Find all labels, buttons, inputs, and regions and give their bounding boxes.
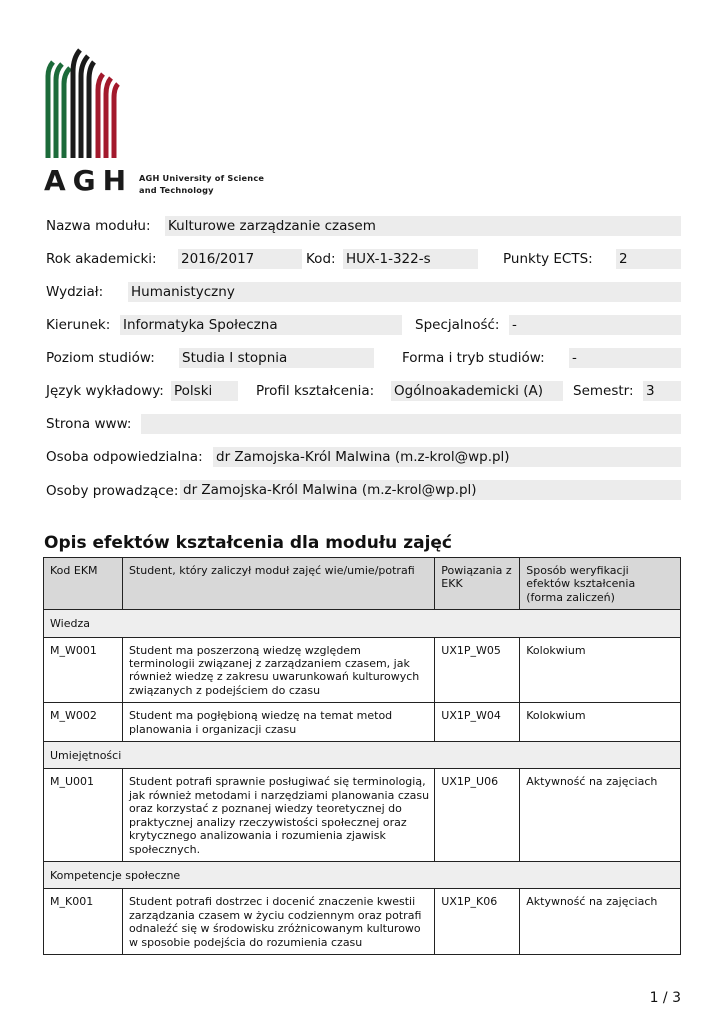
cell-verification: Aktywność na zajęciach [520, 889, 681, 955]
cell-kod: M_W002 [44, 703, 123, 742]
strona-value [141, 414, 681, 434]
kod-value: HUX-1-322-s [343, 249, 478, 269]
group-title-umiejetnosci: Umiejętności [44, 742, 681, 769]
group-title-kompetencje: Kompetencje społeczne [44, 861, 681, 888]
cell-kod: M_U001 [44, 769, 123, 861]
ects-value: 2 [616, 249, 681, 269]
cell-verification: Kolokwium [520, 703, 681, 742]
logo-wordmark: AGH [44, 164, 134, 197]
jezyk-label: Język wykładowy: [46, 383, 164, 399]
cell-kod: M_K001 [44, 889, 123, 955]
semestr-label: Semestr: [573, 383, 634, 399]
table-group-row [44, 861, 681, 888]
rok-value: 2016/2017 [178, 249, 302, 269]
group-title-wiedza: Wiedza [44, 610, 681, 637]
profil-value: Ogólnoakademicki (A) [391, 381, 563, 401]
cell-outcome: Student ma pogłębioną wiedzę na temat metod planowania i organizacji czasu [122, 703, 434, 742]
forma-label: Forma i tryb studiów: [402, 350, 545, 366]
jezyk-value: Polski [171, 381, 238, 401]
prowadzacy-value: dr Zamojska-Król Malwina (m.z-krol@wp.pl) [180, 480, 681, 500]
cell-ekk: UX1P_W04 [435, 703, 520, 742]
logo-university-line-1: AGH University of Science [139, 173, 265, 183]
table-group-row [44, 610, 681, 637]
forma-value: - [569, 348, 681, 368]
cell-ekk: UX1P_W05 [435, 637, 520, 703]
kierunek-value: Informatyka Społeczna [120, 315, 402, 335]
page-indicator: 1 / 3 [649, 990, 681, 1006]
agh-logo [44, 46, 274, 196]
specjalnosc-label: Specjalność: [415, 317, 500, 333]
nazwa-value: Kulturowe zarządzanie czasem [165, 216, 681, 236]
section-title: Opis efektów kształcenia dla modułu zajęć [44, 533, 453, 553]
table-row [44, 637, 681, 703]
logo-university-name [139, 172, 264, 196]
table-header-row [44, 558, 681, 610]
header-powiazania: Powiązania z EKK [435, 558, 520, 610]
semestr-value: 3 [643, 381, 681, 401]
table-row [44, 889, 681, 955]
rok-label: Rok akademicki: [46, 251, 157, 267]
osoba-label: Osoba odpowiedzialna: [46, 449, 203, 465]
table-group-row [44, 742, 681, 769]
cell-outcome: Student potrafi sprawnie posługiwać się terminologią, jak również metodami i narzędziami planowania czasu oraz korzystać z poznanej wiedzy teoretycznej do praktycznej analizy rzeczywistości społecznej oraz krytycznego analizowania i rozumienia zjawisk społecznych. [122, 769, 434, 861]
osoba-value: dr Zamojska-Król Malwina (m.z-krol@wp.pl) [213, 447, 681, 467]
cell-kod: M_W001 [44, 637, 123, 703]
poziom-label: Poziom studiów: [46, 350, 155, 366]
cell-ekk: UX1P_K06 [435, 889, 520, 955]
prowadzacy-label: Osoby prowadzące: [46, 483, 179, 499]
wydzial-label: Wydział: [46, 284, 104, 300]
nazwa-label: Nazwa modułu: [46, 218, 151, 234]
specjalnosc-value: - [509, 315, 681, 335]
cell-outcome: Student ma poszerzoną wiedzę względem terminologii związanej z zarządzaniem czasem, jak również wiedzę z zakresu uwarunkowań kulturowych związanych z podejściem do czasu [122, 637, 434, 703]
header-student-outcome: Student, który zaliczył moduł zajęć wie/umie/potrafi [122, 558, 434, 610]
cell-ekk: UX1P_U06 [435, 769, 520, 861]
kod-label: Kod: [306, 251, 336, 267]
header-weryfikacja: Sposób weryfikacji efektów kształcenia (forma zaliczeń) [520, 558, 681, 610]
cell-outcome: Student potrafi dostrzec i docenić znaczenie kwestii zarządzania czasem w życiu codziennym oraz potrafi odnaleźć się w środowisku zróżnicowanym kulturowo w sposobie podejścia do rozumienia czasu [122, 889, 434, 955]
learning-outcomes-table [43, 557, 681, 955]
logo-university-line-2: and Technology [139, 185, 214, 195]
poziom-value: Studia I stopnia [179, 348, 374, 368]
cell-verification: Aktywność na zajęciach [520, 769, 681, 861]
header-kod-ekm: Kod EKM [44, 558, 123, 610]
strona-label: Strona www: [46, 416, 132, 432]
ects-label: Punkty ECTS: [503, 251, 593, 267]
agh-logo-emblem [44, 46, 120, 158]
kierunek-label: Kierunek: [46, 317, 111, 333]
wydzial-value: Humanistyczny [128, 282, 681, 302]
profil-label: Profil kształcenia: [256, 383, 375, 399]
table-row [44, 703, 681, 742]
table-row [44, 769, 681, 861]
cell-verification: Kolokwium [520, 637, 681, 703]
